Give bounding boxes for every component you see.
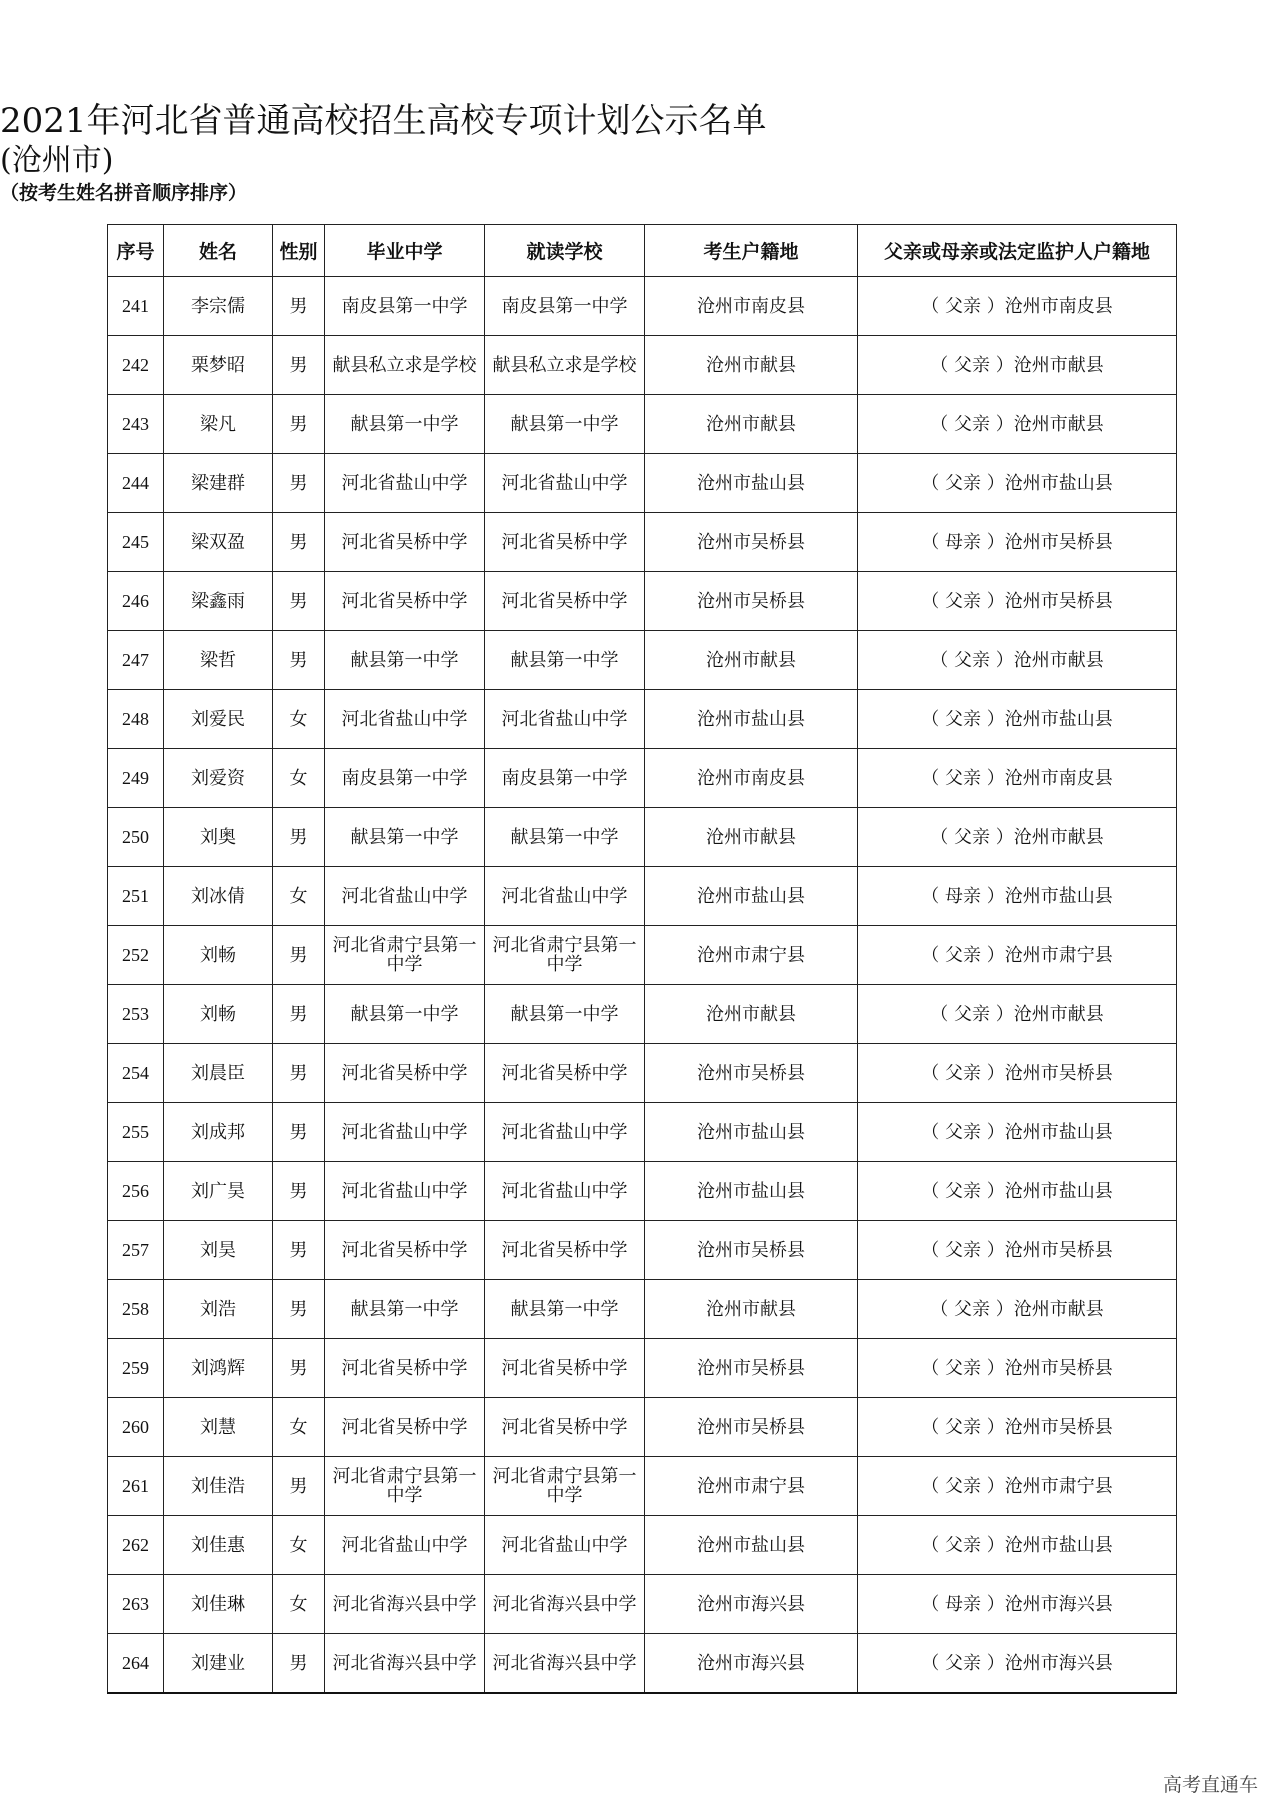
- cell-guardian-residence: （ 母亲 ）沧州市吴桥县: [858, 513, 1177, 572]
- cell-current-school: 河北省吴桥中学: [485, 513, 645, 572]
- cell-candidate-residence: 沧州市南皮县: [645, 277, 858, 336]
- cell-gender: 男: [273, 395, 325, 454]
- cell-index: 264: [108, 1634, 164, 1694]
- candidate-table: [107, 224, 1177, 1694]
- cell-candidate-residence: 沧州市肃宁县: [645, 1457, 858, 1516]
- cell-name: 刘爱资: [164, 749, 273, 808]
- cell-name: 刘冰倩: [164, 867, 273, 926]
- cell-gender: 男: [273, 277, 325, 336]
- cell-index: 248: [108, 690, 164, 749]
- table-row: [108, 513, 1177, 572]
- cell-current-school: 河北省海兴县中学: [485, 1575, 645, 1634]
- cell-gender: 男: [273, 454, 325, 513]
- cell-current-school: 献县第一中学: [485, 985, 645, 1044]
- cell-gender: 男: [273, 1634, 325, 1694]
- cell-graduated-school: 河北省盐山中学: [325, 867, 485, 926]
- table-row: [108, 336, 1177, 395]
- cell-current-school: 河北省盐山中学: [485, 867, 645, 926]
- cell-current-school: 南皮县第一中学: [485, 277, 645, 336]
- header-graduated-school: 毕业中学: [325, 225, 485, 277]
- cell-candidate-residence: 沧州市献县: [645, 808, 858, 867]
- cell-index: 246: [108, 572, 164, 631]
- cell-index: 262: [108, 1516, 164, 1575]
- cell-candidate-residence: 沧州市盐山县: [645, 867, 858, 926]
- cell-guardian-residence: （ 父亲 ）沧州市盐山县: [858, 1516, 1177, 1575]
- cell-candidate-residence: 沧州市海兴县: [645, 1634, 858, 1694]
- header-current-school: 就读学校: [485, 225, 645, 277]
- cell-current-school: 献县第一中学: [485, 631, 645, 690]
- cell-guardian-residence: （ 父亲 ）沧州市献县: [858, 631, 1177, 690]
- cell-index: 244: [108, 454, 164, 513]
- table-row: [108, 985, 1177, 1044]
- cell-candidate-residence: 沧州市吴桥县: [645, 513, 858, 572]
- cell-current-school: 河北省肃宁县第一中学: [485, 926, 645, 985]
- cell-graduated-school: 河北省肃宁县第一中学: [325, 1457, 485, 1516]
- header-gender: 性别: [273, 225, 325, 277]
- cell-gender: 男: [273, 1162, 325, 1221]
- header-index: 序号: [108, 225, 164, 277]
- cell-current-school: 河北省吴桥中学: [485, 572, 645, 631]
- cell-candidate-residence: 沧州市盐山县: [645, 1516, 858, 1575]
- cell-guardian-residence: （ 父亲 ）沧州市吴桥县: [858, 1221, 1177, 1280]
- cell-graduated-school: 献县私立求是学校: [325, 336, 485, 395]
- cell-candidate-residence: 沧州市献县: [645, 395, 858, 454]
- cell-guardian-residence: （ 父亲 ）沧州市南皮县: [858, 277, 1177, 336]
- cell-index: 250: [108, 808, 164, 867]
- cell-index: 241: [108, 277, 164, 336]
- cell-candidate-residence: 沧州市吴桥县: [645, 1339, 858, 1398]
- cell-candidate-residence: 沧州市吴桥县: [645, 1044, 858, 1103]
- cell-index: 254: [108, 1044, 164, 1103]
- cell-index: 258: [108, 1280, 164, 1339]
- table-row: [108, 1575, 1177, 1634]
- page-title: 2021年河北省普通高校招生高校专项计划公示名单: [0, 101, 767, 141]
- cell-current-school: 河北省盐山中学: [485, 454, 645, 513]
- cell-gender: 男: [273, 1221, 325, 1280]
- cell-guardian-residence: （ 父亲 ）沧州市肃宁县: [858, 1457, 1177, 1516]
- cell-graduated-school: 河北省吴桥中学: [325, 1221, 485, 1280]
- cell-index: 257: [108, 1221, 164, 1280]
- cell-index: 249: [108, 749, 164, 808]
- cell-current-school: 献县第一中学: [485, 395, 645, 454]
- cell-gender: 女: [273, 1516, 325, 1575]
- cell-name: 梁鑫雨: [164, 572, 273, 631]
- cell-current-school: 河北省吴桥中学: [485, 1398, 645, 1457]
- cell-index: 255: [108, 1103, 164, 1162]
- cell-guardian-residence: （ 父亲 ）沧州市南皮县: [858, 749, 1177, 808]
- cell-candidate-residence: 沧州市盐山县: [645, 454, 858, 513]
- cell-gender: 男: [273, 1044, 325, 1103]
- cell-index: 243: [108, 395, 164, 454]
- cell-gender: 男: [273, 1457, 325, 1516]
- cell-name: 刘爱民: [164, 690, 273, 749]
- cell-gender: 男: [273, 1280, 325, 1339]
- cell-graduated-school: 河北省吴桥中学: [325, 513, 485, 572]
- cell-graduated-school: 河北省吴桥中学: [325, 572, 485, 631]
- header-candidate-residence: 考生户籍地: [645, 225, 858, 277]
- cell-gender: 女: [273, 1398, 325, 1457]
- table-row: [108, 1398, 1177, 1457]
- cell-current-school: 献县第一中学: [485, 808, 645, 867]
- cell-guardian-residence: （ 父亲 ）沧州市献县: [858, 1280, 1177, 1339]
- cell-index: 256: [108, 1162, 164, 1221]
- cell-candidate-residence: 沧州市盐山县: [645, 690, 858, 749]
- cell-index: 247: [108, 631, 164, 690]
- table-row: [108, 1457, 1177, 1516]
- cell-name: 刘广昊: [164, 1162, 273, 1221]
- cell-current-school: 河北省肃宁县第一中学: [485, 1457, 645, 1516]
- header-guardian-residence: 父亲或母亲或法定监护人户籍地: [858, 225, 1177, 277]
- cell-current-school: 河北省吴桥中学: [485, 1221, 645, 1280]
- cell-graduated-school: 河北省盐山中学: [325, 454, 485, 513]
- cell-candidate-residence: 沧州市肃宁县: [645, 926, 858, 985]
- cell-name: 刘畅: [164, 985, 273, 1044]
- cell-graduated-school: 南皮县第一中学: [325, 749, 485, 808]
- cell-gender: 男: [273, 513, 325, 572]
- cell-graduated-school: 南皮县第一中学: [325, 277, 485, 336]
- cell-guardian-residence: （ 父亲 ）沧州市吴桥县: [858, 1044, 1177, 1103]
- cell-current-school: 河北省盐山中学: [485, 1516, 645, 1575]
- cell-current-school: 河北省盐山中学: [485, 1103, 645, 1162]
- cell-guardian-residence: （ 父亲 ）沧州市盐山县: [858, 1162, 1177, 1221]
- table-row: [108, 867, 1177, 926]
- cell-guardian-residence: （ 父亲 ）沧州市献县: [858, 395, 1177, 454]
- table-row: [108, 1221, 1177, 1280]
- table-row: [108, 690, 1177, 749]
- cell-guardian-residence: （ 父亲 ）沧州市吴桥县: [858, 572, 1177, 631]
- table-row: [108, 572, 1177, 631]
- cell-gender: 男: [273, 808, 325, 867]
- table-row: [108, 1280, 1177, 1339]
- table-row: [108, 1162, 1177, 1221]
- table-row: [108, 1339, 1177, 1398]
- cell-gender: 男: [273, 572, 325, 631]
- cell-name: 刘佳浩: [164, 1457, 273, 1516]
- cell-graduated-school: 河北省盐山中学: [325, 1162, 485, 1221]
- cell-guardian-residence: （ 母亲 ）沧州市海兴县: [858, 1575, 1177, 1634]
- cell-current-school: 献县私立求是学校: [485, 336, 645, 395]
- cell-guardian-residence: （ 父亲 ）沧州市吴桥县: [858, 1339, 1177, 1398]
- cell-index: 263: [108, 1575, 164, 1634]
- cell-candidate-residence: 沧州市盐山县: [645, 1162, 858, 1221]
- cell-current-school: 河北省盐山中学: [485, 690, 645, 749]
- cell-graduated-school: 河北省吴桥中学: [325, 1044, 485, 1103]
- cell-name: 梁建群: [164, 454, 273, 513]
- cell-guardian-residence: （ 母亲 ）沧州市盐山县: [858, 867, 1177, 926]
- cell-current-school: 河北省盐山中学: [485, 1162, 645, 1221]
- cell-index: 261: [108, 1457, 164, 1516]
- table-row: [108, 277, 1177, 336]
- cell-graduated-school: 河北省肃宁县第一中学: [325, 926, 485, 985]
- cell-candidate-residence: 沧州市盐山县: [645, 1103, 858, 1162]
- cell-index: 251: [108, 867, 164, 926]
- cell-name: 刘奥: [164, 808, 273, 867]
- cell-name: 栗梦昭: [164, 336, 273, 395]
- cell-gender: 男: [273, 985, 325, 1044]
- cell-graduated-school: 献县第一中学: [325, 808, 485, 867]
- cell-guardian-residence: （ 父亲 ）沧州市献县: [858, 336, 1177, 395]
- cell-name: 刘晨臣: [164, 1044, 273, 1103]
- table-row: [108, 1044, 1177, 1103]
- cell-name: 梁双盈: [164, 513, 273, 572]
- cell-candidate-residence: 沧州市吴桥县: [645, 1398, 858, 1457]
- cell-guardian-residence: （ 父亲 ）沧州市吴桥县: [858, 1398, 1177, 1457]
- cell-candidate-residence: 沧州市吴桥县: [645, 1221, 858, 1280]
- cell-name: 李宗儒: [164, 277, 273, 336]
- cell-index: 252: [108, 926, 164, 985]
- cell-index: 259: [108, 1339, 164, 1398]
- cell-candidate-residence: 沧州市吴桥县: [645, 572, 858, 631]
- cell-gender: 男: [273, 336, 325, 395]
- cell-guardian-residence: （ 父亲 ）沧州市献县: [858, 808, 1177, 867]
- cell-gender: 男: [273, 1103, 325, 1162]
- cell-gender: 女: [273, 690, 325, 749]
- cell-graduated-school: 献县第一中学: [325, 985, 485, 1044]
- table-row: [108, 395, 1177, 454]
- cell-name: 刘畅: [164, 926, 273, 985]
- cell-index: 242: [108, 336, 164, 395]
- cell-gender: 男: [273, 926, 325, 985]
- cell-candidate-residence: 沧州市献县: [645, 985, 858, 1044]
- cell-index: 260: [108, 1398, 164, 1457]
- cell-index: 245: [108, 513, 164, 572]
- cell-candidate-residence: 沧州市献县: [645, 336, 858, 395]
- cell-name: 梁凡: [164, 395, 273, 454]
- table-row: [108, 808, 1177, 867]
- cell-guardian-residence: （ 父亲 ）沧州市肃宁县: [858, 926, 1177, 985]
- cell-name: 刘建业: [164, 1634, 273, 1694]
- sort-note: （按考生姓名拼音顺序排序）: [0, 182, 248, 204]
- cell-candidate-residence: 沧州市南皮县: [645, 749, 858, 808]
- table-body: [108, 277, 1177, 1694]
- cell-gender: 男: [273, 631, 325, 690]
- cell-candidate-residence: 沧州市海兴县: [645, 1575, 858, 1634]
- table-header-row: [108, 225, 1177, 277]
- cell-current-school: 河北省海兴县中学: [485, 1634, 645, 1694]
- cell-graduated-school: 献县第一中学: [325, 395, 485, 454]
- cell-graduated-school: 河北省海兴县中学: [325, 1634, 485, 1694]
- cell-graduated-school: 献县第一中学: [325, 631, 485, 690]
- table-row: [108, 1103, 1177, 1162]
- table-row: [108, 1516, 1177, 1575]
- cell-graduated-school: 河北省盐山中学: [325, 1516, 485, 1575]
- cell-name: 刘昊: [164, 1221, 273, 1280]
- cell-guardian-residence: （ 父亲 ）沧州市盐山县: [858, 454, 1177, 513]
- cell-name: 刘浩: [164, 1280, 273, 1339]
- cell-name: 梁哲: [164, 631, 273, 690]
- table-row: [108, 749, 1177, 808]
- cell-current-school: 河北省吴桥中学: [485, 1044, 645, 1103]
- cell-graduated-school: 河北省海兴县中学: [325, 1575, 485, 1634]
- table-row: [108, 631, 1177, 690]
- cell-candidate-residence: 沧州市献县: [645, 1280, 858, 1339]
- cell-gender: 女: [273, 867, 325, 926]
- cell-guardian-residence: （ 父亲 ）沧州市盐山县: [858, 690, 1177, 749]
- header-name: 姓名: [164, 225, 273, 277]
- cell-name: 刘佳惠: [164, 1516, 273, 1575]
- cell-name: 刘佳琳: [164, 1575, 273, 1634]
- cell-current-school: 南皮县第一中学: [485, 749, 645, 808]
- page-subtitle: (沧州市): [0, 143, 114, 178]
- cell-name: 刘成邦: [164, 1103, 273, 1162]
- cell-graduated-school: 献县第一中学: [325, 1280, 485, 1339]
- cell-guardian-residence: （ 父亲 ）沧州市献县: [858, 985, 1177, 1044]
- cell-current-school: 河北省吴桥中学: [485, 1339, 645, 1398]
- cell-gender: 男: [273, 1339, 325, 1398]
- watermark: 高考直通车: [1162, 1774, 1258, 1796]
- cell-guardian-residence: （ 父亲 ）沧州市盐山县: [858, 1103, 1177, 1162]
- cell-graduated-school: 河北省吴桥中学: [325, 1339, 485, 1398]
- cell-gender: 女: [273, 1575, 325, 1634]
- cell-graduated-school: 河北省吴桥中学: [325, 1398, 485, 1457]
- cell-gender: 女: [273, 749, 325, 808]
- table-row: [108, 1634, 1177, 1694]
- cell-name: 刘鸿辉: [164, 1339, 273, 1398]
- cell-guardian-residence: （ 父亲 ）沧州市海兴县: [858, 1634, 1177, 1694]
- cell-name: 刘慧: [164, 1398, 273, 1457]
- cell-graduated-school: 河北省盐山中学: [325, 1103, 485, 1162]
- cell-current-school: 献县第一中学: [485, 1280, 645, 1339]
- cell-index: 253: [108, 985, 164, 1044]
- table-row: [108, 454, 1177, 513]
- table-row: [108, 926, 1177, 985]
- cell-graduated-school: 河北省盐山中学: [325, 690, 485, 749]
- cell-candidate-residence: 沧州市献县: [645, 631, 858, 690]
